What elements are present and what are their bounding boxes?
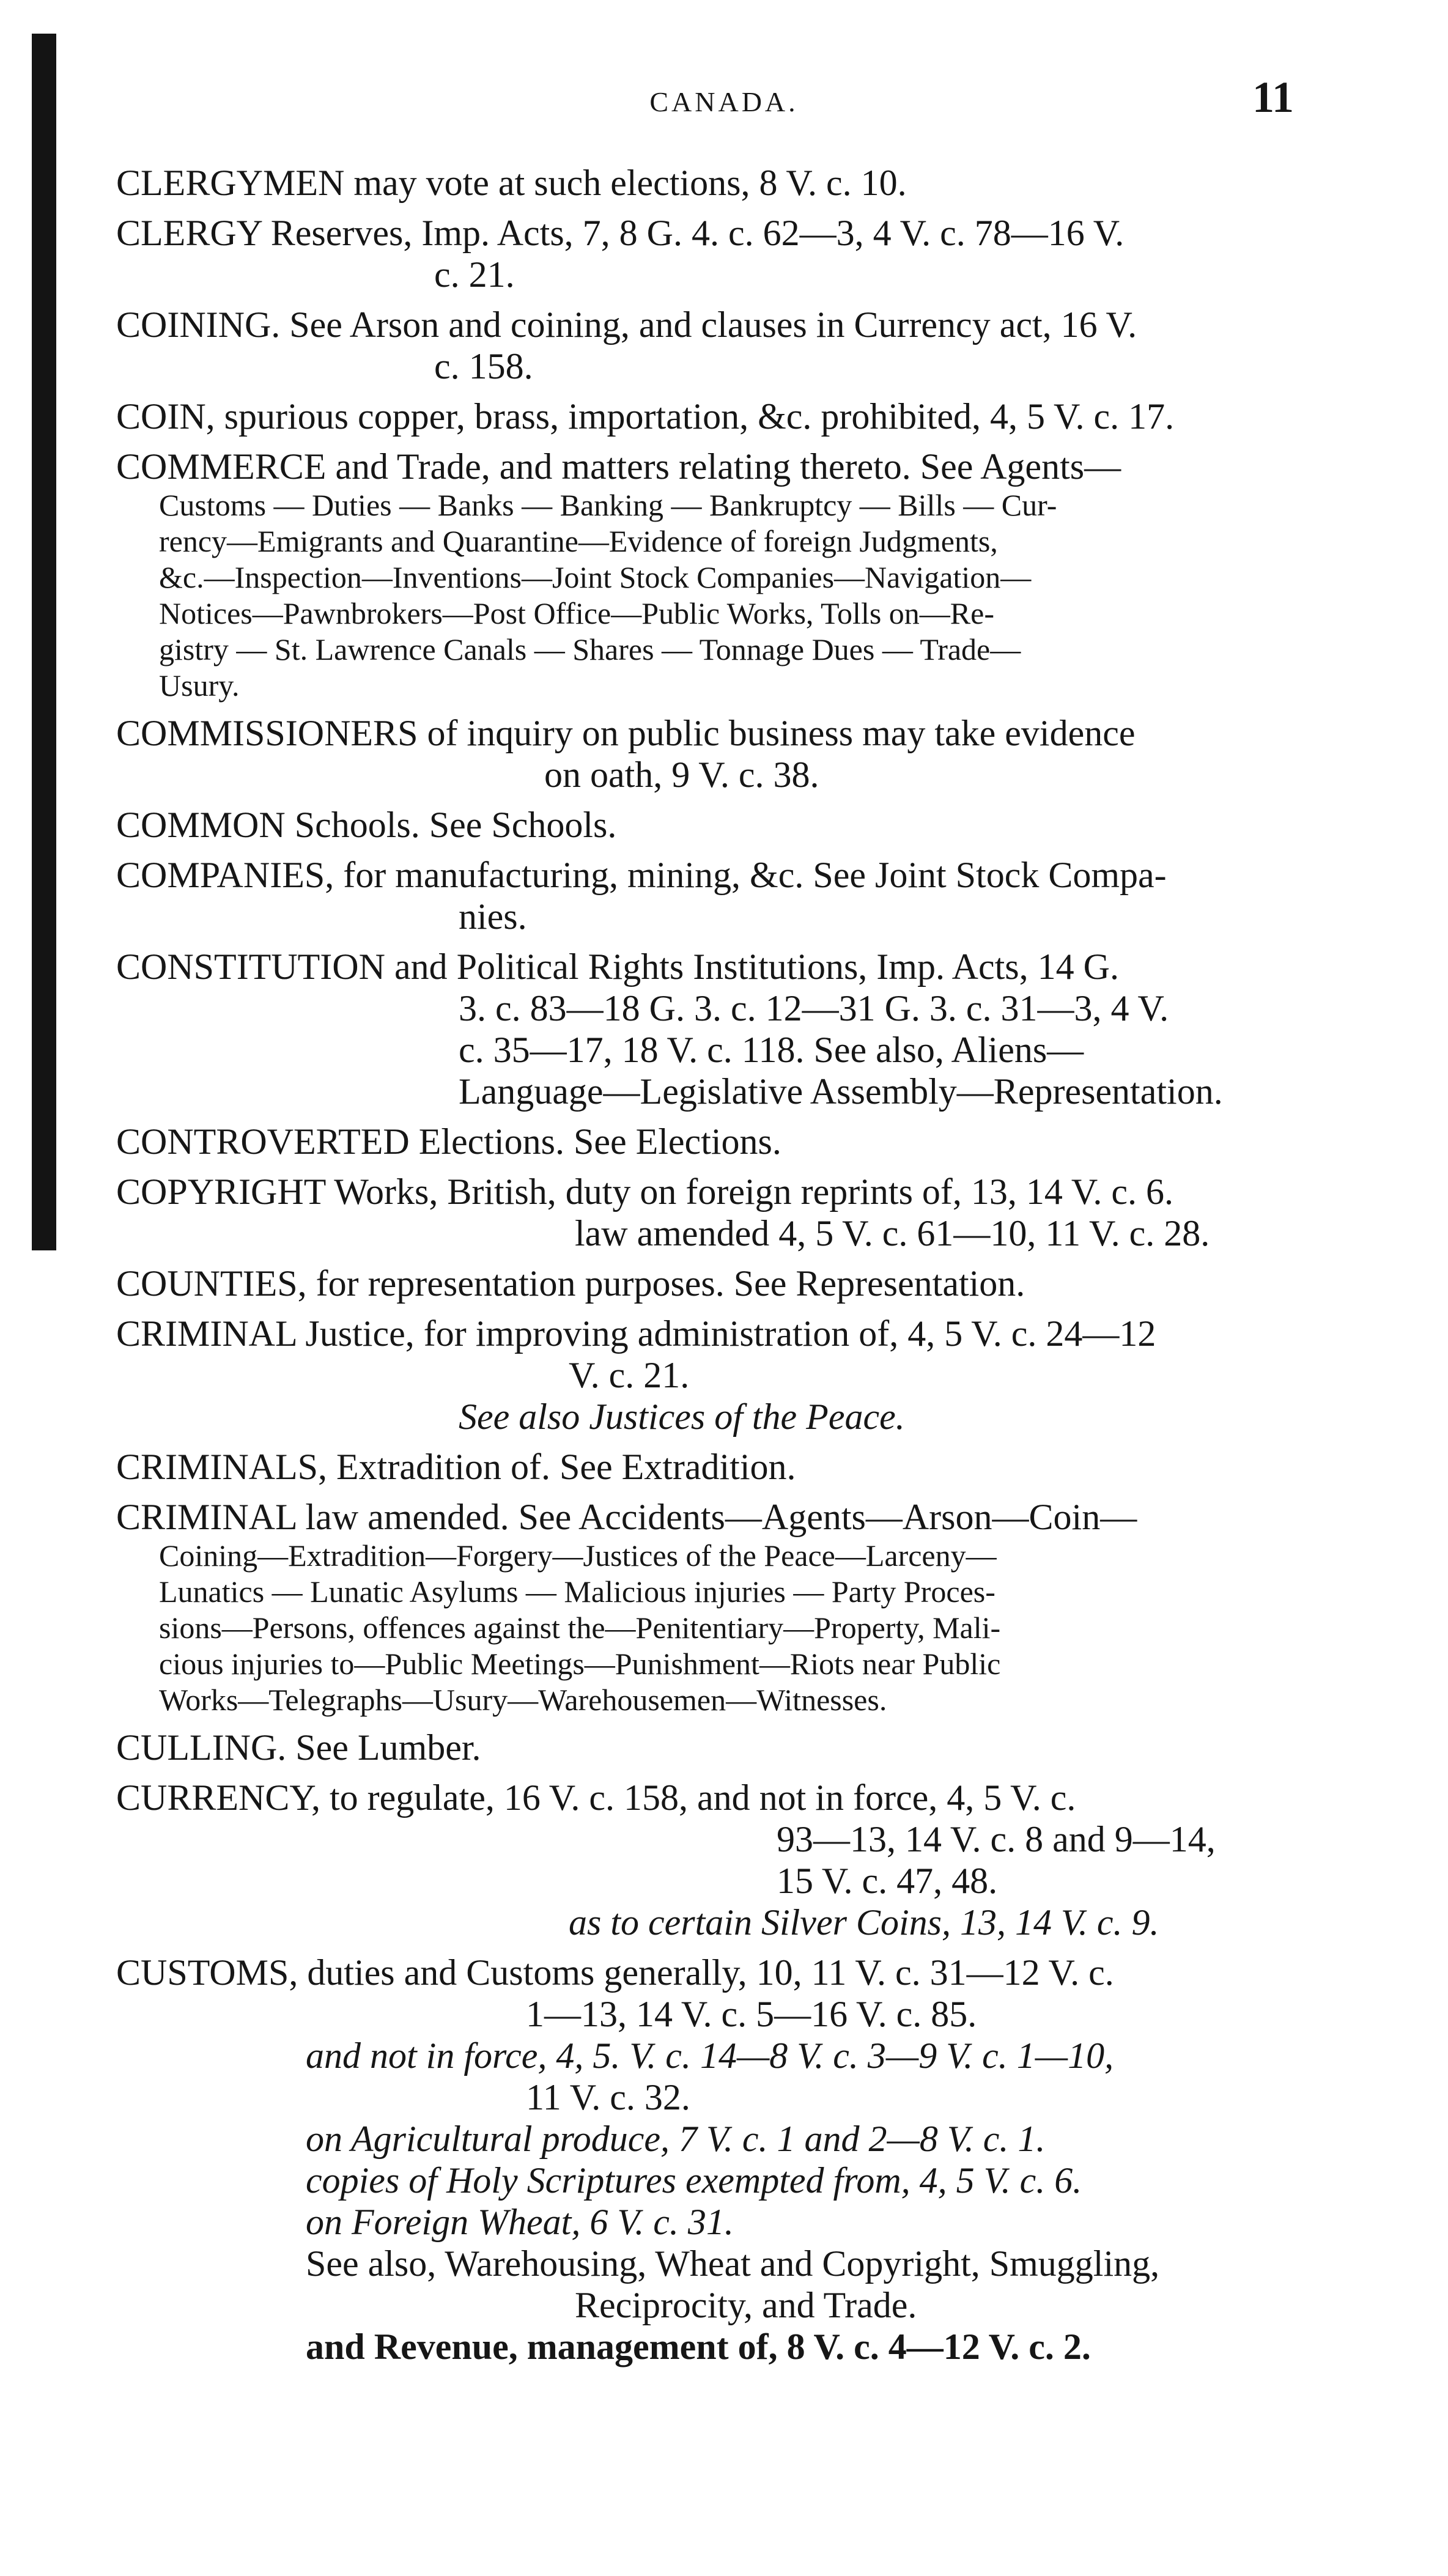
entry-line: on Foreign Wheat, 6 V. c. 31. bbox=[306, 2202, 734, 2242]
entry-line: CUSTOMS, duties and Customs generally, 10, 11 V. c. 31—12 V. c. bbox=[116, 1952, 1114, 1993]
entry-line: COMMON Schools. See Schools. bbox=[116, 805, 617, 845]
entry-line: 1—13, 14 V. c. 5—16 V. c. 85. bbox=[526, 1994, 977, 2034]
entry-common-schools bbox=[116, 804, 1302, 846]
entry-criminal-law bbox=[116, 1496, 1302, 1718]
entry-criminal-justice bbox=[116, 1313, 1302, 1437]
entry-line: 15 V. c. 47, 48. bbox=[777, 1861, 998, 1901]
entry-line: CRIMINAL Justice, for improving administration of, 4, 5 V. c. 24—12 bbox=[116, 1313, 1156, 1354]
entry-line: V. c. 21. bbox=[569, 1355, 690, 1395]
entry-line: COMMERCE and Trade, and matters relating thereto. See Agents— bbox=[116, 446, 1121, 487]
entry-companies bbox=[116, 854, 1302, 937]
entry-clergy-reserves bbox=[116, 212, 1302, 295]
entry-controverted bbox=[116, 1121, 1302, 1162]
entry-line: COINING. See Arson and coining, and clauses in Currency act, 16 V. bbox=[116, 304, 1137, 345]
entry-line: on oath, 9 V. c. 38. bbox=[544, 755, 819, 795]
entry-line: Customs — Duties — Banks — Banking — Bankruptcy — Bills — Cur- bbox=[159, 488, 1057, 522]
entry-clergymen bbox=[116, 162, 1302, 204]
entry-line: copies of Holy Scriptures exempted from, 4, 5 V. c. 6. bbox=[306, 2160, 1082, 2201]
entry-commissioners bbox=[116, 712, 1302, 795]
entry-line: See also, Warehousing, Wheat and Copyright, Smuggling, bbox=[306, 2243, 1160, 2284]
entry-culling bbox=[116, 1727, 1302, 1768]
entry-line: c. 35—17, 18 V. c. 118. See also, Aliens— bbox=[459, 1030, 1084, 1070]
entry-commerce bbox=[116, 446, 1302, 704]
entry-line: 93—13, 14 V. c. 8 and 9—14, bbox=[777, 1819, 1216, 1859]
entry-line: CONTROVERTED Elections. See Elections. bbox=[116, 1121, 781, 1162]
entry-line: c. 158. bbox=[434, 346, 533, 386]
entry-line: Reciprocity, and Trade. bbox=[575, 2285, 917, 2325]
page-number: 11 bbox=[1252, 73, 1295, 122]
entry-line: c. 21. bbox=[434, 254, 515, 295]
entry-line: and Revenue, management of, 8 V. c. 4—12 V. c. 2. bbox=[306, 2327, 1091, 2367]
entry-line: CRIMINAL law amended. See Accidents—Agents—Arson—Coin— bbox=[116, 1497, 1137, 1537]
entry-line: as to certain Silver Coins, 13, 14 V. c. 9. bbox=[569, 1902, 1159, 1943]
entry-line: CLERGYMEN may vote at such elections, 8 V. c. 10. bbox=[116, 163, 907, 203]
entry-line: CLERGY Reserves, Imp. Acts, 7, 8 G. 4. c. 62—3, 4 V. c. 78—16 V. bbox=[116, 213, 1125, 253]
entry-currency bbox=[116, 1777, 1302, 1943]
entry-line: CURRENCY, to regulate, 16 V. c. 158, and not in force, 4, 5 V. c. bbox=[116, 1777, 1076, 1818]
entry-coin bbox=[116, 396, 1302, 437]
entry-customs bbox=[116, 1952, 1302, 2367]
entry-line: COIN, spurious copper, brass, importation, &c. prohibited, 4, 5 V. c. 17. bbox=[116, 396, 1175, 437]
entry-line: See also Justices of the Peace. bbox=[459, 1397, 905, 1437]
entry-copyright bbox=[116, 1171, 1302, 1254]
entry-line: Lunatics — Lunatic Asylums — Malicious injuries — Party Proces- bbox=[159, 1574, 996, 1609]
entry-line: on Agricultural produce, 7 V. c. 1 and 2—8 V. c. 1. bbox=[306, 2119, 1046, 2159]
entry-line: nies. bbox=[459, 896, 527, 937]
entry-line: law amended 4, 5 V. c. 61—10, 11 V. c. 28. bbox=[575, 1213, 1210, 1253]
entry-line: Notices—Pawnbrokers—Post Office—Public Works, Tolls on—Re- bbox=[159, 596, 994, 630]
entry-line: CULLING. See Lumber. bbox=[116, 1727, 481, 1768]
entry-line: CRIMINALS, Extradition of. See Extradition. bbox=[116, 1447, 796, 1487]
entry-line: Coining—Extradition—Forgery—Justices of the Peace—Larceny— bbox=[159, 1538, 997, 1573]
entry-line: gistry — St. Lawrence Canals — Shares — Tonnage Dues — Trade— bbox=[159, 632, 1021, 666]
entry-line: rency—Emigrants and Quarantine—Evidence of foreign Judgments, bbox=[159, 524, 998, 558]
entry-line: cious injuries to—Public Meetings—Punishment—Riots near Public bbox=[159, 1647, 1001, 1681]
entry-line: COMPANIES, for manufacturing, mining, &c. See Joint Stock Compa- bbox=[116, 855, 1167, 895]
entry-line: CONSTITUTION and Political Rights Institutions, Imp. Acts, 14 G. bbox=[116, 947, 1119, 987]
index-entries bbox=[116, 162, 1302, 2376]
binding-edge bbox=[32, 34, 56, 1250]
entry-line: and not in force, 4, 5. V. c. 14—8 V. c. 3—9 V. c. 1—10, bbox=[306, 2035, 1114, 2076]
entry-line: Usury. bbox=[159, 668, 240, 703]
entry-line: &c.—Inspection—Inventions—Joint Stock Companies—Navigation— bbox=[159, 560, 1032, 594]
entry-line: COMMISSIONERS of inquiry on public business may take evidence bbox=[116, 713, 1136, 753]
entry-line: COPYRIGHT Works, British, duty on foreign reprints of, 13, 14 V. c. 6. bbox=[116, 1172, 1174, 1212]
entry-line: Language—Legislative Assembly—Representation. bbox=[459, 1071, 1223, 1112]
entry-line: sions—Persons, offences against the—Penitentiary—Property, Mali- bbox=[159, 1611, 1001, 1645]
entry-criminals bbox=[116, 1446, 1302, 1488]
entry-coining bbox=[116, 304, 1302, 387]
entry-line: 3. c. 83—18 G. 3. c. 12—31 G. 3. c. 31—3, 4 V. bbox=[459, 988, 1169, 1028]
entry-line: 11 V. c. 32. bbox=[526, 2077, 690, 2117]
running-header: CANADA. bbox=[649, 86, 799, 117]
entry-counties bbox=[116, 1263, 1302, 1304]
entry-line: Works—Telegraphs—Usury—Warehousemen—Witnesses. bbox=[159, 1683, 887, 1717]
entry-line: COUNTIES, for representation purposes. See Representation. bbox=[116, 1263, 1025, 1304]
entry-constitution bbox=[116, 946, 1302, 1112]
